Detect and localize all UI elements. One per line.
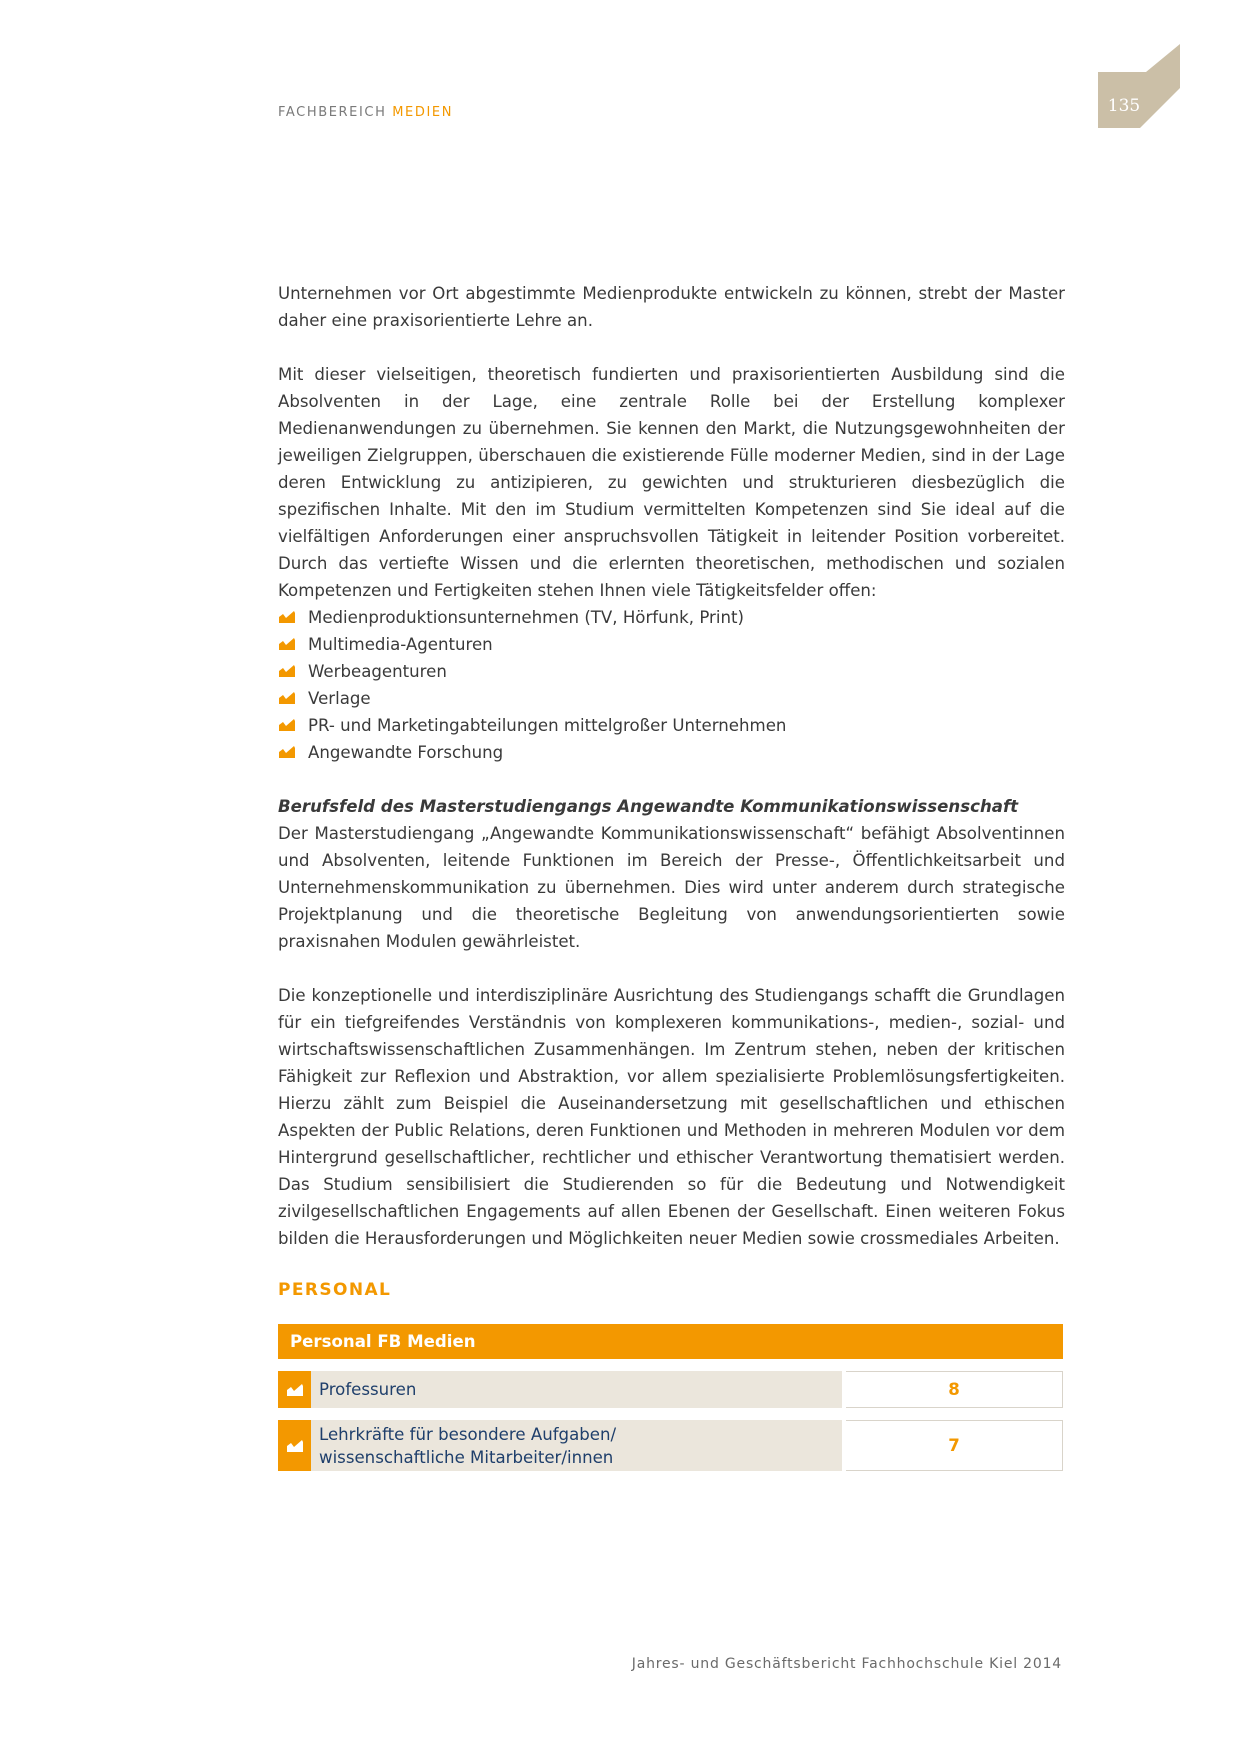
list-item-label: PR- und Marketingabteilungen mittelgroßer Unternehmen: [308, 716, 787, 735]
table-header: Personal FB Medien: [278, 1324, 1063, 1359]
check-icon: [278, 691, 296, 705]
running-header: [278, 105, 453, 120]
header-section-prefix: FACHBEREICH: [278, 105, 387, 120]
row-value: 8: [846, 1371, 1063, 1408]
list-item: [278, 604, 1065, 631]
check-icon: [278, 610, 296, 624]
check-icon: [278, 745, 296, 759]
row-label-line-1: Lehrkräfte für besondere Aufgaben/: [319, 1424, 617, 1444]
row-value: 7: [846, 1420, 1063, 1471]
header-section-name: MEDIEN: [392, 105, 454, 120]
check-icon: [286, 1439, 304, 1453]
table-row: [278, 1420, 1063, 1471]
paragraph-master-program: Der Masterstudiengang „Angewandte Kommunikationswissenschaft“ befähigt Absolventinnen und Absolventen, leitende Funktionen im Bereich der Presse-, Öffentlichkeitsarbeit und Unternehmenskommunikation zu übernehmen. Dies wird unter anderem durch strategische Projektplanung und die theoretische Begleitung von anwendungsorientierten sowie praxisnahen Modulen gewährleistet.: [278, 824, 1065, 951]
row-label: [311, 1371, 842, 1408]
check-icon: [278, 718, 296, 732]
table-row: [278, 1371, 1063, 1408]
paragraph-intro: Unternehmen vor Ort abgestimmte Medienprodukte entwickeln zu können, strebt der Master daher eine praxisorientierte Lehre an.: [278, 284, 1065, 330]
staff-table: [278, 1324, 1063, 1471]
page-number: 135: [1107, 96, 1141, 116]
check-icon: [278, 637, 296, 651]
list-item-label: Verlage: [308, 689, 371, 708]
row-label-line-2: wissenschaftliche Mitarbeiter/innen: [319, 1447, 614, 1467]
list-item: [278, 658, 1065, 685]
list-item: [278, 685, 1065, 712]
list-item-label: Medienproduktionsunternehmen (TV, Hörfunk, Print): [308, 608, 744, 627]
list-item-label: Angewandte Forschung: [308, 743, 504, 762]
list-item: [278, 631, 1065, 658]
check-icon: [286, 1383, 304, 1397]
list-item: [278, 739, 1065, 766]
main-content: [278, 280, 1065, 1471]
paragraph-competences: Mit dieser vielseitigen, theoretisch fundierten und praxisorientierten Ausbildung sind die Absolventen in der Lage, eine zentrale Rolle bei der Erstellung komplexer Medienanwendungen zu übernehmen. Sie kennen den Markt, die Nutzungsgewohnheiten der jeweiligen Zielgruppen, überschauen die existierende Fülle moderner Medien, sind in der Lage deren Entwicklung zu antizipieren, zu gewichten und strukturieren diesbezüglich die spezifischen Inhalte. Mit den im Studium vermittelten Kompetenzen sind Sie ideal auf die vielfältigen Anforderungen einer anspruchsvollen Tätigkeit in leitender Position vorbereitet. Durch das vertiefte Wissen und die erlernten theoretischen, methodischen und sozialen Kompetenzen und Fertigkeiten stehen Ihnen viele Tätigkeitsfelder offen:: [278, 365, 1065, 600]
footer-text: Jahres- und Geschäftsbericht Fachhochschule Kiel 2014: [631, 1656, 1062, 1672]
check-icon: [278, 664, 296, 678]
row-marker: [278, 1420, 311, 1471]
career-fields-list: [278, 604, 1065, 766]
subheading-career-field: Berufsfeld des Masterstudiengangs Angewandte Kommunikationswissenschaft: [278, 797, 1019, 816]
row-label: [311, 1420, 842, 1471]
list-item-label: Multimedia-Agenturen: [308, 635, 493, 654]
row-marker: [278, 1371, 311, 1408]
section-title-personal: PERSONAL: [278, 1280, 392, 1300]
row-label-text: Professuren: [319, 1380, 417, 1399]
list-item: [278, 712, 1065, 739]
paragraph-orientation: Die konzeptionelle und interdisziplinäre Ausrichtung des Studiengangs schafft die Grundlagen für ein tiefgreifendes Verständnis von komplexeren kommunikations-, medien-, sozial- und wirtschaftswissenschaftlichen Zusammenhängen. Im Zentrum stehen, neben der kritischen Fähigkeit zur Reflexion und Abstraktion, vor allem spezialisierte Problemlösungsfertigkeiten. Hierzu zählt zum Beispiel die Auseinandersetzung mit gesellschaftlichen und ethischen Aspekten der Public Relations, deren Funktionen und Methoden in mehreren Modulen vor dem Hintergrund gesellschaftlicher, rechtlicher und ethischer Verantwortung thematisiert werden. Das Studium sensibilisiert die Studierenden so für die Bedeutung und Notwendigkeit zivilgesellschaftlichen Engagements auf allen Ebenen der Gesellschaft. Einen weiteren Fokus bilden die Herausforderungen und Möglichkeiten neuer Medien sowie crossmediales Arbeiten.: [278, 986, 1065, 1248]
list-item-label: Werbeagenturen: [308, 662, 447, 681]
